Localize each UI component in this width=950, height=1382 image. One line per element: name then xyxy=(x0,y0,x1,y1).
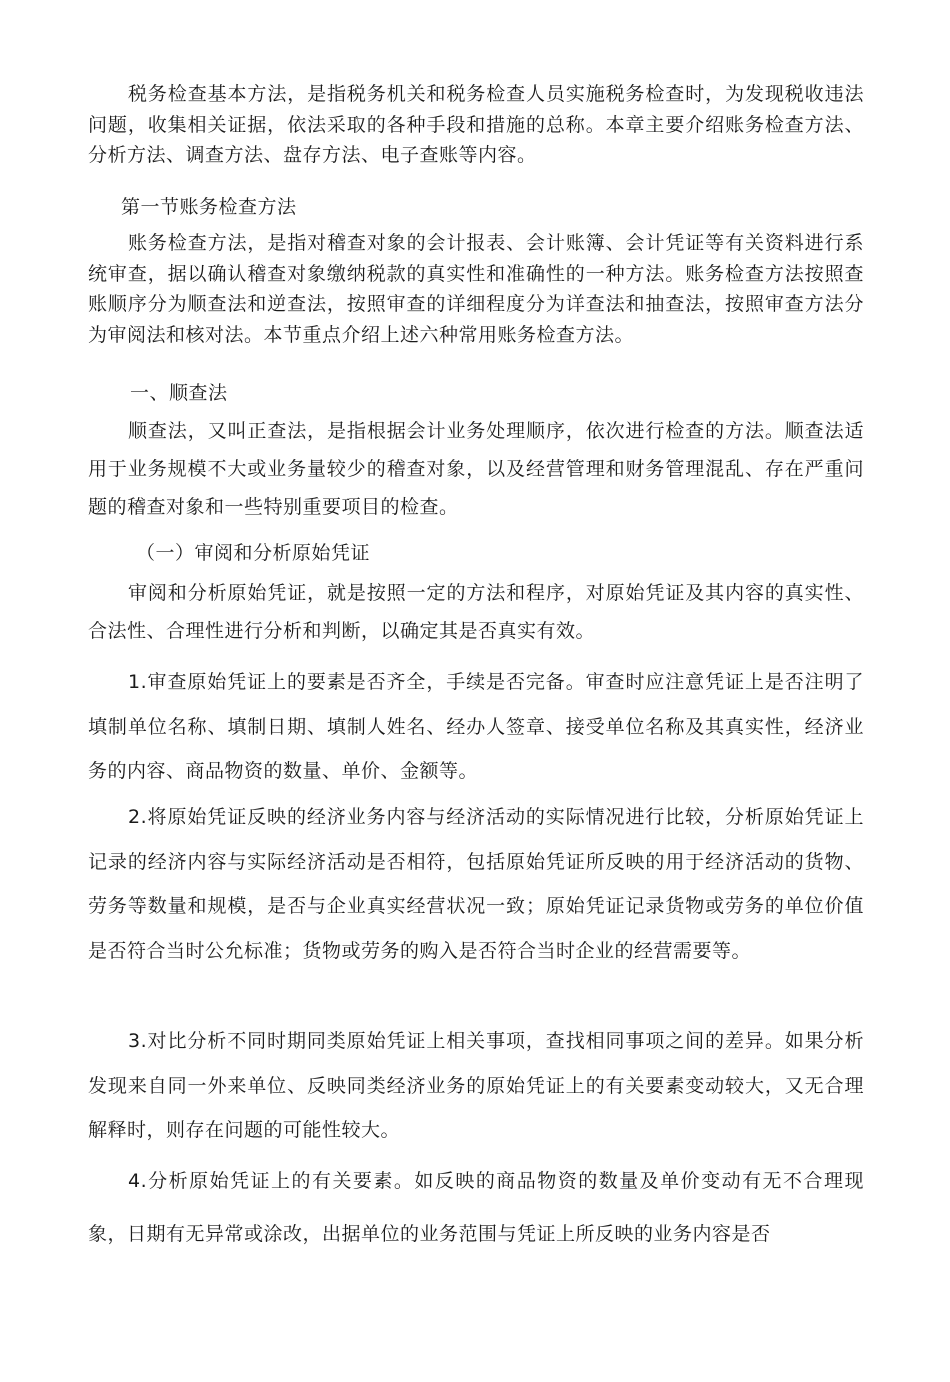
item-text: 分析原始凭证上的有关要素。如反映的商品物资的数量及单价变动有无不合理现象，日期有无异常或涂改，出据单位的业务范围与凭证上所反映的业务内容是否 xyxy=(88,1170,864,1245)
list-item-1 xyxy=(88,660,864,794)
sub-paragraph: 审阅和分析原始凭证，就是按照一定的方法和程序，对原始凭证及其内容的真实性、合法性、合理性进行分析和判断，以确定其是否真实有效。 xyxy=(88,582,864,642)
list-item-3 xyxy=(88,1019,864,1153)
item-number: 4. xyxy=(128,1170,148,1192)
item-text: 将原始凭证反映的经济业务内容与经济活动的实际情况进行比较，分析原始凭证上记录的经济内容与实际经济活动是否相符，包括原始凭证所反映的用于经济活动的货物、劳务等数量和规模，是否与企业真实经营状况一致；原始凭证记录货物或劳务的单位价值是否符合当时公允标准；货物或劳务的购入是否符合当时企业的经营需要等。 xyxy=(88,806,864,962)
method-paragraph: 顺查法，又叫正查法，是指根据会计业务处理顺序，依次进行检查的方法。顺查法适用于业务规模不大或业务量较少的稽查对象，以及经营管理和财务管理混乱、存在严重问题的稽查对象和一些特别重要项目的检查。 xyxy=(88,420,864,518)
item-text: 审查原始凭证上的要素是否齐全，手续是否完备。审查时应注意凭证上是否注明了填制单位名称、填制日期、填制人姓名、经办人签章、接受单位名称及其真实性，经济业务的内容、商品物资的数量、单价、金额等。 xyxy=(88,671,864,782)
item-number: 3. xyxy=(128,1030,148,1052)
item-number: 2. xyxy=(128,806,148,828)
list-item-2 xyxy=(88,795,864,973)
item-number: 1. xyxy=(128,671,148,693)
sub-heading: （一）审阅和分析原始凭证 xyxy=(136,542,371,564)
item-text: 对比分析不同时期同类原始凭证上相关事项，查找相同事项之间的差异。如果分析发现来自同一外来单位、反映同类经济业务的原始凭证上的有关要素变动较大，又无合理解释时，则存在问题的可能性较大。 xyxy=(88,1030,864,1141)
section-intro-paragraph: 账务检查方法，是指对稽查对象的会计报表、会计账簿、会计凭证等有关资料进行系统审查，据以确认稽查对象缴纳税款的真实性和准确性的一种方法。账务检查方法按照查账顺序分为顺查法和逆查法，按照审查的详细程度分为详查法和抽查法，按照审查方法分为审阅法和核对法。本节重点介绍上述六种常用账务检查方法。 xyxy=(88,232,864,346)
intro-paragraph: 税务检查基本方法，是指税务机关和税务检查人员实施税务检查时，为发现税收违法问题，收集相关证据，依法采取的各种手段和措施的总称。本章主要介绍账务检查方法、分析方法、调查方法、盘存方法、电子查账等内容。 xyxy=(88,83,864,166)
list-item-4 xyxy=(88,1155,864,1261)
method-heading: 一、顺查法 xyxy=(130,382,228,404)
section-title: 第一节账务检查方法 xyxy=(121,196,297,218)
